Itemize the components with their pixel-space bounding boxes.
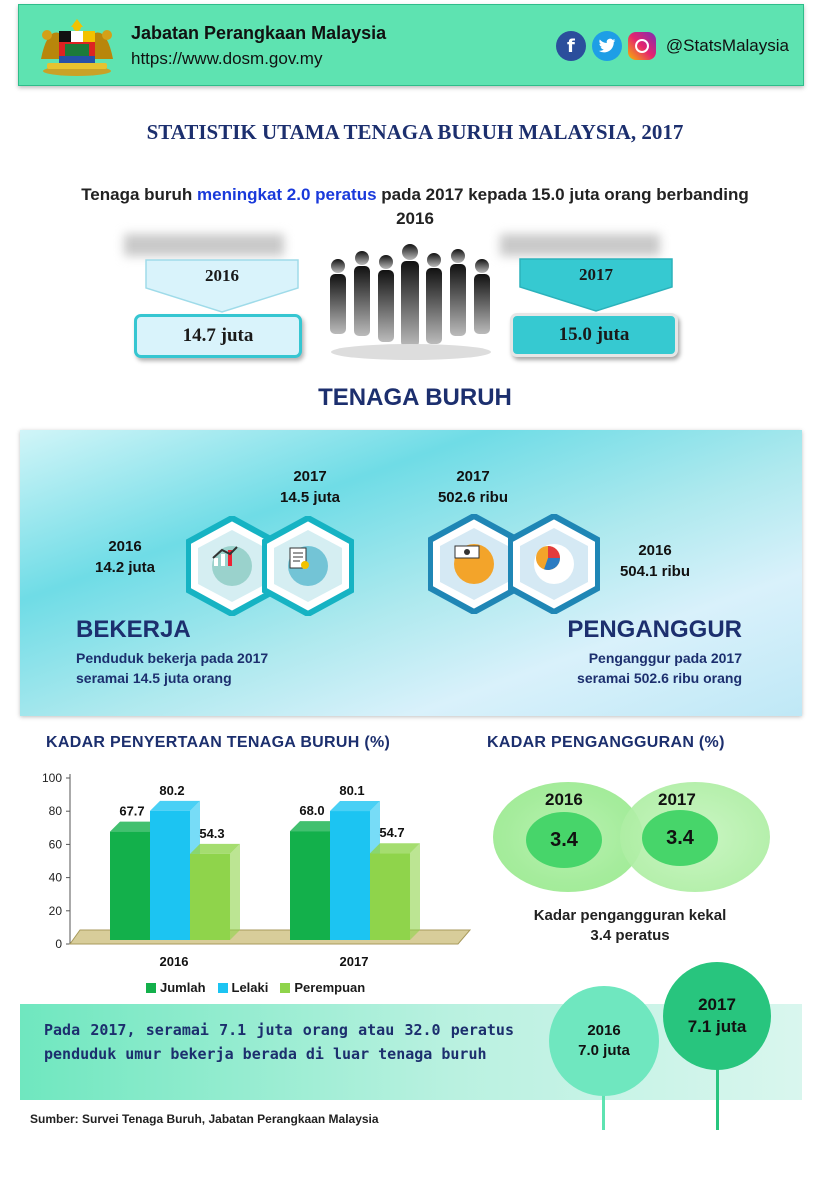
unemployment-2017-year: 2017 <box>658 790 696 809</box>
legend-item-perempuan <box>280 980 365 995</box>
unemployment-2016-value: 3.4 <box>526 812 602 868</box>
legend-label-jumlah: Jumlah <box>160 980 206 995</box>
intro-part1: Tenaga buruh <box>81 185 198 204</box>
year-label-2016: 2016 <box>205 266 239 285</box>
bar-side-perempuan-2016 <box>230 844 240 940</box>
x-category-label: 2017 <box>339 954 369 969</box>
outside-2016-year: 2016 <box>587 1022 621 1039</box>
page-title: STATISTIK UTAMA TENAGA BURUH MALAYSIA, 2017 <box>146 120 684 144</box>
unemployed-2016-value: 504.1 ribu <box>619 563 691 580</box>
data-label: 68.0 <box>299 803 325 819</box>
x-category-label: 2016 <box>159 954 189 969</box>
bubble-stem-2017 <box>716 1068 719 1130</box>
unemployment-note-line1: Kadar pengangguran kekal <box>533 907 727 924</box>
unemployed-desc-line1: Penganggur pada 2017 <box>588 650 742 666</box>
employed-2017-year: 2017 <box>293 468 327 485</box>
org-name: Jabatan Perangkaan Malaysia <box>131 23 387 43</box>
employed-2016-value: 14.2 juta <box>94 559 156 576</box>
bar-lelaki-2016 <box>150 811 190 940</box>
outside-labour-text: Pada 2017, seramai 7.1 juta orang atau 32.0 peratus penduduk umur bekerja berada di luar tenaga buruh <box>44 1021 514 1063</box>
employed-label: BEKERJA <box>76 616 191 643</box>
unemployment-note <box>480 906 780 946</box>
data-label: 80.2 <box>159 782 185 798</box>
unemployed-2016-hexagon <box>508 514 600 614</box>
legend-swatch-lelaki <box>218 983 228 993</box>
source-note: Sumber: Survei Tenaga Buruh, Jabatan Perangkaan Malaysia <box>30 1112 379 1126</box>
unemployed-desc-line2: seramai 502.6 ribu orang <box>577 670 742 686</box>
year-label-2017: 2017 <box>579 265 613 284</box>
employed-2017-block <box>270 466 350 508</box>
y-tick-label: 40 <box>48 870 62 885</box>
unemployed-2016-block <box>600 540 710 582</box>
legend-item-jumlah <box>146 980 206 995</box>
facebook-icon[interactable]: f <box>556 31 586 61</box>
workforce-silhouette-image <box>318 244 504 364</box>
labour-force-heading: TENAGA BURUH <box>318 384 512 411</box>
participation-chart-title: KADAR PENYERTAAN TENAGA BURUH (%) <box>46 734 391 751</box>
employed-desc-line1: Penduduk bekerja pada 2017 <box>76 650 269 666</box>
blurred-caption-2017 <box>500 234 660 256</box>
blurred-caption-2016 <box>124 234 284 256</box>
labour-force-2016-value: 14.7 juta <box>134 314 302 358</box>
social-handle[interactable]: @StatsMalaysia <box>665 36 789 55</box>
unemployment-2016-year: 2016 <box>545 790 583 809</box>
legend-item-lelaki <box>218 980 269 995</box>
twitter-icon[interactable] <box>592 31 622 61</box>
y-tick-label: 100 <box>41 771 62 785</box>
legend-swatch-jumlah <box>146 983 156 993</box>
data-label: 67.7 <box>119 803 145 819</box>
data-label: 80.1 <box>339 783 365 799</box>
chart-legend <box>146 980 365 995</box>
y-tick-label: 60 <box>48 837 62 852</box>
certificate-icon <box>288 546 328 586</box>
bar-jumlah-2017 <box>290 831 330 940</box>
social-links <box>556 31 789 61</box>
bar-perempuan-2016 <box>190 854 230 940</box>
employed-2017-value: 14.5 juta <box>279 489 341 506</box>
coat-of-arms-logo <box>33 13 121 79</box>
bubble-stem-2016 <box>602 1094 605 1130</box>
outside-2017-value: 7.1 juta <box>687 1017 747 1036</box>
bar-jumlah-2016 <box>110 832 150 940</box>
year-arrow-2017 <box>518 257 674 313</box>
legend-swatch-perempuan <box>280 983 290 993</box>
instagram-icon[interactable] <box>628 32 656 60</box>
outside-labour-2016-bubble <box>549 986 659 1096</box>
outside-labour-2017-bubble <box>663 962 771 1070</box>
employed-2016-year: 2016 <box>108 538 142 555</box>
pie-chart-icon <box>534 544 574 584</box>
unemployment-2017-value: 3.4 <box>642 810 718 866</box>
unemployed-label: PENGANGGUR <box>567 616 742 643</box>
y-tick-label: 20 <box>48 903 62 918</box>
unemployed-2017-hexagon <box>428 514 520 614</box>
legend-label-lelaki: Lelaki <box>231 980 269 995</box>
legend-label-perempuan: Perempuan <box>294 980 366 995</box>
data-label: 54.3 <box>199 825 225 841</box>
employed-desc-line2: seramai 14.5 juta orang <box>76 670 232 686</box>
intro-text <box>70 183 760 231</box>
unemployed-2017-block <box>418 466 528 508</box>
unemployed-2017-year: 2017 <box>456 468 490 485</box>
bar-perempuan-2017 <box>370 853 410 940</box>
labour-force-2017-value: 15.0 juta <box>510 313 678 357</box>
unemployment-rate-title: KADAR PENGANGGURAN (%) <box>487 734 725 751</box>
website-link[interactable]: https://www.dosm.gov.my <box>131 49 323 68</box>
unemployed-2017-value: 502.6 ribu <box>437 489 509 506</box>
employed-2017-hexagon <box>262 516 354 616</box>
unemployment-note-line2: 3.4 peratus <box>590 927 670 944</box>
y-tick-label: 0 <box>55 937 62 951</box>
bar-lelaki-2017 <box>330 811 370 940</box>
intro-part2: pada 2017 kepada 15.0 juta orang berbanding 2016 <box>376 185 749 228</box>
data-label: 54.7 <box>379 825 405 841</box>
unemployed-description <box>577 648 742 688</box>
unemployed-2016-year: 2016 <box>638 542 672 559</box>
employed-2016-block <box>80 536 170 578</box>
header-banner <box>18 4 804 86</box>
employed-description <box>76 648 268 688</box>
year-arrow-2016 <box>144 258 300 314</box>
outside-2017-year: 2017 <box>698 995 736 1014</box>
y-tick-label: 80 <box>48 804 62 819</box>
participation-bar-chart <box>30 758 480 1000</box>
money-icon <box>454 544 494 584</box>
growth-chart-icon <box>212 546 252 586</box>
intro-highlight: meningkat 2.0 peratus <box>197 185 377 204</box>
outside-2016-value: 7.0 juta <box>578 1042 630 1059</box>
bar-side-perempuan-2017 <box>410 843 420 940</box>
